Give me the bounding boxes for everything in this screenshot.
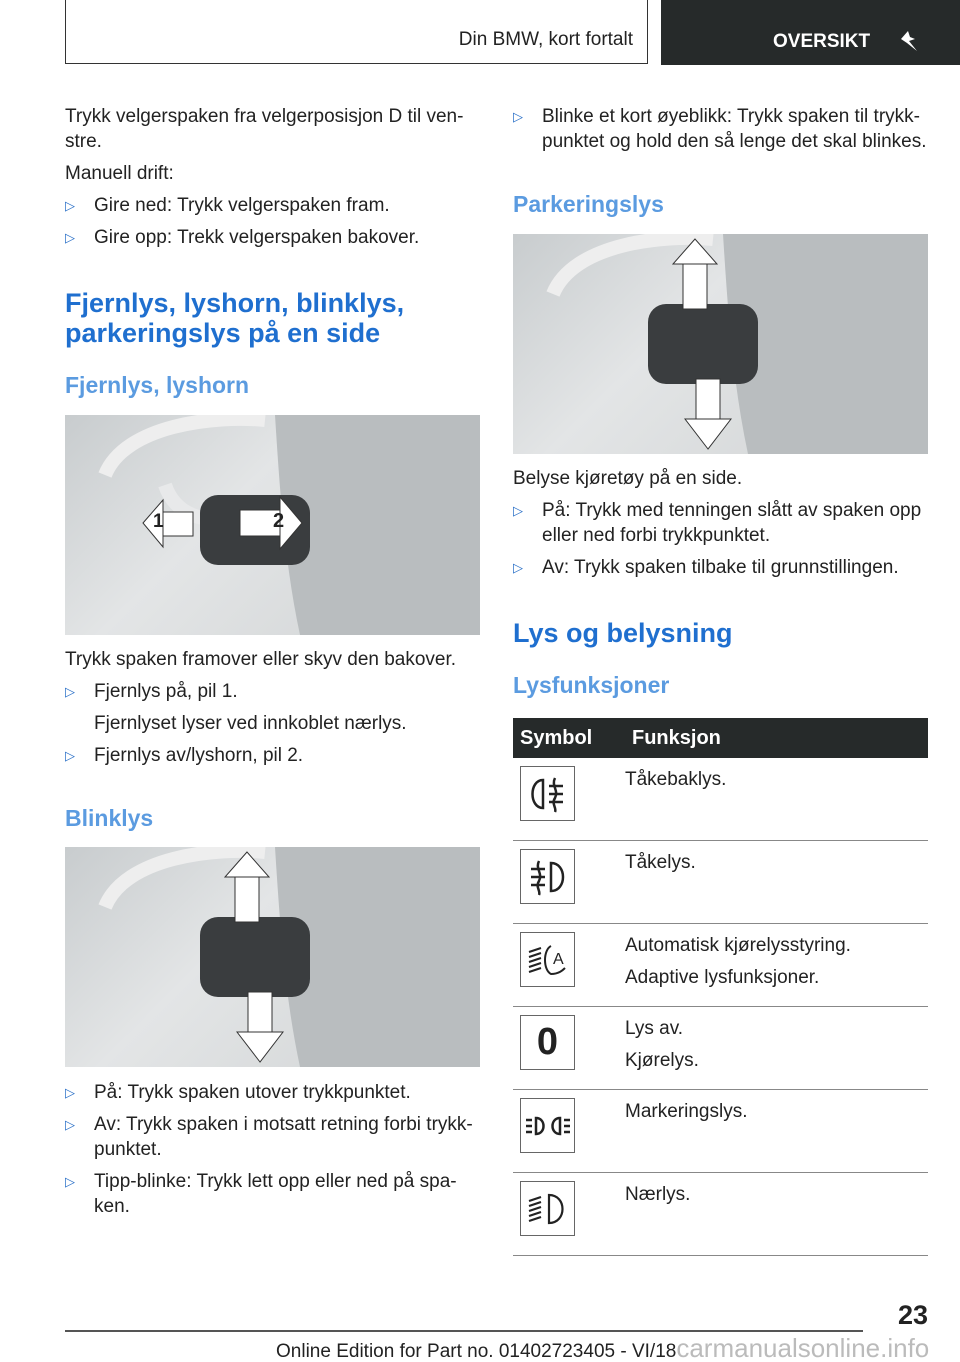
arrow-label-2: 2: [273, 510, 285, 532]
lights-off-icon: 0: [520, 1015, 575, 1070]
svg-text:A: A: [552, 950, 564, 968]
table-row: 0 Lys av. Kjørelys.: [513, 1007, 928, 1090]
table-row: Tåkelys.: [513, 841, 928, 924]
rear-fog-light-icon: [520, 766, 575, 821]
footer: [276, 1333, 929, 1362]
bullet-icon: ▷: [65, 684, 75, 699]
section-title: OVERSIKT: [773, 31, 871, 52]
table-row: Tåkebaklys.: [513, 758, 928, 841]
pin-icon: [897, 29, 921, 53]
section-heading-lys: Lys og belysning: [513, 618, 733, 648]
arrow-label-1: 1: [153, 511, 164, 532]
parking-light-text: Belyse kjøretøy på en side. ▷ På: Trykk med tenningen slått av spaken opp eller ned forbi trykkpunktet. ▷ Av: Trykk spaken tilbake til grunnstillingen.: [513, 466, 928, 580]
bullet-icon: ▷: [65, 230, 75, 245]
chapter-header[interactable]: [65, 0, 648, 64]
table-row: A Automatisk kjørelysstyring. Adaptive lysfunksjoner.: [513, 924, 928, 1007]
list-item: ▷ Fjernlys av/lyshorn, pil 2.: [65, 745, 304, 766]
parking-lights-icon: [520, 1098, 575, 1153]
list-item: ▷ Gire ned: Trykk velgerspaken fram.: [65, 195, 390, 216]
edition-text: Online Edition for Part no. 01402723405 - VI/18: [276, 1341, 677, 1362]
bullet-icon: ▷: [65, 748, 75, 763]
list-item: ▷ Tipp-blinke: Trykk lett opp eller ned på spa-ken.: [65, 1171, 457, 1217]
light-functions-table: [513, 718, 928, 1256]
note: Fjernlyset lyser ved innkoblet nærlys.: [94, 713, 407, 734]
chapter-title: Din BMW, kort fortalt: [458, 29, 633, 50]
list-item: ▷ Av: Trykk spaken i motsatt retning forbi trykk-punktet.: [65, 1114, 473, 1160]
lever-figure-turn-signal: [65, 847, 480, 1067]
lever-figure-parking-light: [513, 234, 928, 454]
manual-label: Manuell drift:: [65, 163, 174, 184]
subheading-blinklys: Blinklys: [65, 805, 154, 831]
lever-figure-high-beam: [65, 415, 480, 635]
table-row: Nærlys.: [513, 1173, 928, 1256]
list-item: ▷ På: Trykk med tenningen slått av spaken opp eller ned forbi trykkpunktet.: [513, 500, 922, 546]
bullet-icon: ▷: [65, 1117, 75, 1132]
page-number: 23: [897, 1300, 928, 1330]
intro-text: Trykk velgerspaken fra velgerposisjon D til ven-stre.: [65, 106, 464, 152]
bullet-icon: ▷: [513, 109, 523, 124]
bullet-icon: ▷: [65, 198, 75, 213]
subheading-lysfunksjoner: Lysfunksjoner: [513, 672, 670, 698]
automatic-headlight-icon: [520, 932, 575, 987]
list-item: ▷ På: Trykk spaken utover trykkpunktet.: [65, 1082, 411, 1103]
column-header: Symbol: [513, 718, 625, 758]
footer-divider: [65, 1330, 863, 1332]
list-item: ▷ Fjernlys på, pil 1.: [65, 681, 238, 702]
watermark[interactable]: carmanualsonline.info: [676, 1333, 930, 1362]
list-item: ▷ Av: Trykk spaken tilbake til grunnstillingen.: [513, 557, 899, 578]
bullet-icon: ▷: [513, 560, 523, 575]
bullet-icon: ▷: [513, 503, 523, 518]
turn-signal-list: [65, 1080, 480, 1219]
subheading-fjernlys: Fjernlys, lyshorn: [65, 372, 250, 398]
list-item: ▷ Blinke et kort øyeblikk: Trykk spaken til trykk-punktet og hold den så lenge det skal blinkes.: [513, 106, 927, 152]
left-column: [65, 104, 480, 250]
front-fog-light-icon: [520, 849, 575, 904]
bullet-icon: ▷: [65, 1174, 75, 1189]
high-beam-text: Trykk spaken framover eller skyv den bakover. ▷ Fjernlys på, pil 1. Fjernlyset lyser ved innkoblet nærlys. ▷ Fjernlys av/lyshorn, pil 2.: [65, 647, 480, 768]
low-beam-icon: [520, 1181, 575, 1236]
section-heading: Fjernlys, lyshorn, blinklys, parkeringslys på en side: [65, 288, 405, 348]
list-item: ▷ Gire opp: Trekk velgerspaken bakover.: [65, 227, 420, 248]
section-tab[interactable]: [661, 0, 960, 65]
table-row: Markeringslys.: [513, 1090, 928, 1173]
subheading-parkeringslys: Parkeringslys: [513, 191, 664, 217]
column-header: Funksjon: [625, 718, 928, 758]
bullet-icon: ▷: [65, 1085, 75, 1100]
